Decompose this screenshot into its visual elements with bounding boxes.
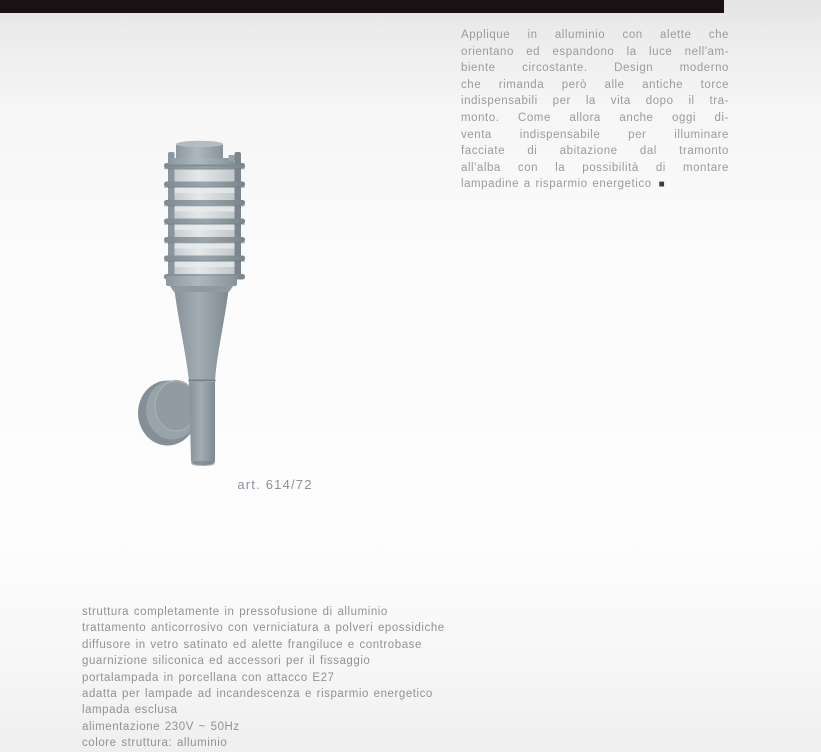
spec-line: portalampada in porcellana con attacco E27 xyxy=(82,671,335,684)
lamp-collar xyxy=(166,276,237,292)
product-specs xyxy=(82,604,552,752)
description-line: all'alba con la possibilità di montare xyxy=(461,161,729,174)
spec-line: adatta per lampade ad incandescenza e risparmio energetico xyxy=(82,688,433,701)
product-image-lamp xyxy=(130,135,320,470)
spec-line: diffusore in vetro satinato ed alette frangiluce e controbase xyxy=(82,638,422,651)
spec-line: lampada esclusa xyxy=(82,704,178,717)
spec-line: trattamento anticorrosivo con verniciatura a polveri epossidiche xyxy=(82,622,445,635)
product-description xyxy=(461,27,729,194)
spec-line: guarnizione siliconica ed accessori per il fissaggio xyxy=(82,655,371,668)
lamp-cap xyxy=(169,141,235,167)
description-line: orientano ed espandono la luce nell'am- xyxy=(461,45,729,58)
description-lines xyxy=(461,27,729,176)
spec-line: struttura completamente in pressofusione di alluminio xyxy=(82,606,388,618)
description-line: venta indispensabile per illuminare xyxy=(461,128,729,141)
description-line: monto. Come allora anche oggi di- xyxy=(461,111,729,124)
description-line: che rimanda però alle antiche torce xyxy=(461,78,729,91)
description-line: biente circostante. Design moderno xyxy=(461,62,729,75)
description-line: facciate di abitazione dal tramonto xyxy=(461,145,729,158)
description-last-line xyxy=(461,176,729,194)
description-line: indispensabili per la vita dopo il tra- xyxy=(461,95,729,108)
description-last-text: lampadine a risparmio energetico xyxy=(461,178,652,191)
product-caption: art. 614/72 xyxy=(237,477,313,492)
end-square-bullet: ■ xyxy=(658,179,666,191)
lamp-illustration xyxy=(130,135,320,470)
top-black-bar xyxy=(0,0,724,13)
description-line: Applique in alluminio con alette che xyxy=(461,29,729,41)
spec-line: alimentazione 230V ~ 50Hz xyxy=(82,720,240,733)
lamp-wall-mount xyxy=(138,380,198,446)
spec-line: colore struttura: alluminio xyxy=(82,737,228,750)
